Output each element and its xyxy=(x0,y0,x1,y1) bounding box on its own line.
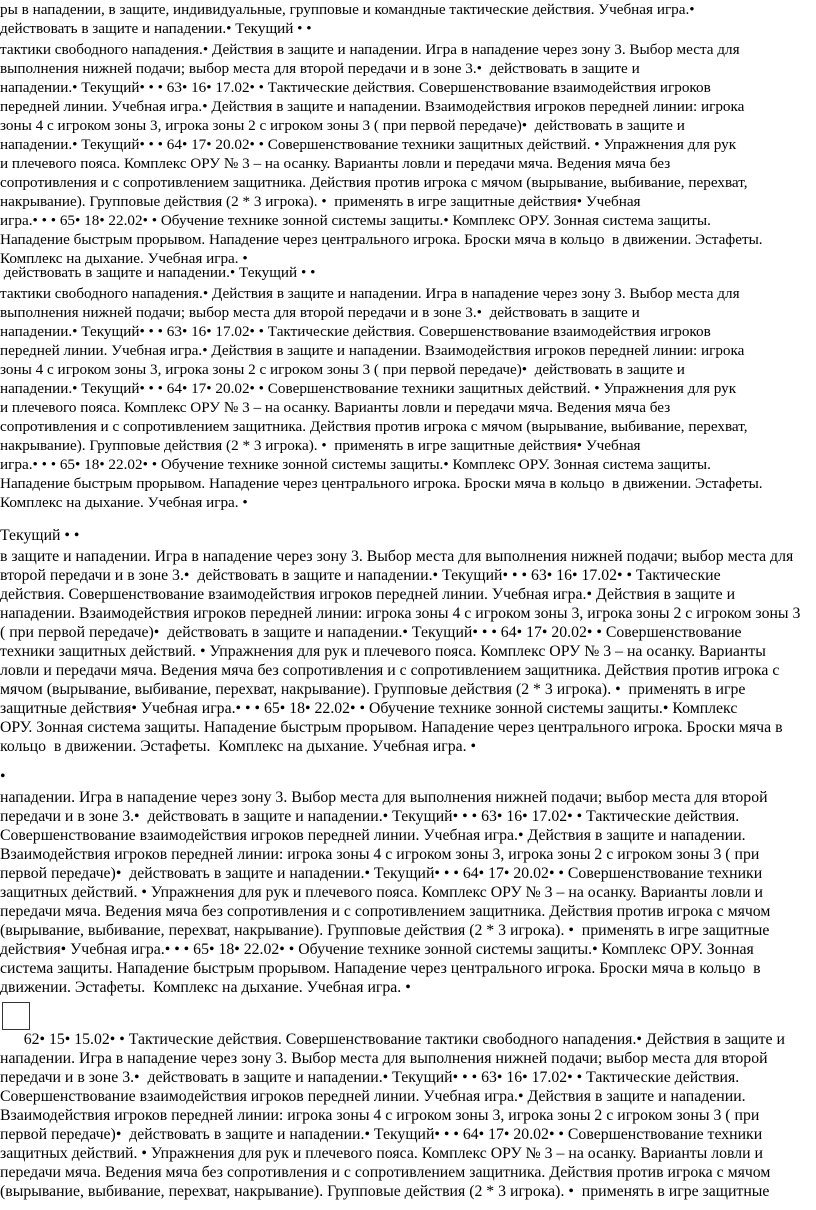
text-line: тактики свободного нападения.• Действия в защите и нападении. Игра в нападение через зону 3. Выбор места для xyxy=(0,285,740,302)
text-line: нападении. Взаимодействия игроков передней линии: игрока зоны 4 с игроком зоны 3, игрока зоны 2 с игроком зоны 3 xyxy=(0,605,801,622)
text-line: Нападение быстрым прорывом. Нападение через центрального игрока. Броски мяча в кольцо в движении. Эстафеты. xyxy=(0,231,763,248)
text-line: и плечевого пояса. Комплекс ОРУ № 3 – на осанку. Варианты ловли и передачи мяча. Ведения мяча без xyxy=(0,155,671,172)
text-line: накрывание). Групповые действия (2 * 3 игрока). • применять в игре защитные действия• Учебная xyxy=(0,437,641,454)
text-line: нападении.• Текущий• • • 63• 16• 17.02• • Тактические действия. Совершенствование взаимодействия игроков xyxy=(0,79,711,96)
text-line: нападении. Игра в нападение через зону 3. Выбор места для выполнения нижней подачи; выбор места для второй xyxy=(0,789,768,806)
text-line: передачи и в зоне 3.• действовать в защите и нападении.• Текущий• • • 63• 16• 17.02• • Тактические действия. xyxy=(0,808,740,825)
text-line: система защиты. Нападение быстрым прорывом. Нападение через центрального игрока. Броски мяча в кольцо в xyxy=(0,960,761,977)
text-line: • xyxy=(0,768,6,785)
text-line: первой передаче)• действовать в защите и нападении.• Текущий• • • 64• 17• 20.02• • Совершенствование техники xyxy=(0,1126,763,1143)
text-line: сопротивления и с сопротивлением защитника. Действия против игрока с мячом (вырывание, выбивание, перехват, xyxy=(0,418,748,435)
text-line: техники защитных действий. • Упражнения для рук и плечевого пояса. Комплекс ОРУ № 3 – на осанку. Варианты xyxy=(0,643,766,660)
text-line: в защите и нападении. Игра в нападение через зону 3. Выбор места для выполнения нижней подачи; выбор места для xyxy=(0,548,794,565)
text-line: действия• Учебная игра.• • • 65• 18• 22.02• • Обучение технике зонной системы защиты.• Комплекс ОРУ. Зонная xyxy=(0,941,754,958)
text-line: Совершенствование взаимодействия игроков передней линии. Учебная игра.• Действия в защите и нападении. xyxy=(0,827,746,844)
text-line: тактики свободного нападения.• Действия в защите и нападении. Игра в нападение через зону 3. Выбор места для xyxy=(0,41,740,58)
text-line: действовать в защите и нападении.• Текущий • • xyxy=(0,20,312,37)
text-line: накрывание). Групповые действия (2 * 3 игрока). • применять в игре защитные действия• Учебная xyxy=(0,193,641,210)
text-line: защитные действия• Учебная игра.• • • 65• 18• 22.02• • Обучение технике зонной системы защиты.• Комплекс xyxy=(0,700,738,717)
text-line: движении. Эстафеты. Комплекс на дыхание. Учебная игра. • xyxy=(0,979,411,996)
text-line: защитных действий. • Упражнения для рук и плечевого пояса. Комплекс ОРУ № 3 – на осанку. Варианты ловли и xyxy=(0,884,764,901)
text-line: второй передачи и в зоне 3.• действовать в защите и нападении.• Текущий• • • 63• 16• 17.02• • Тактические xyxy=(0,567,721,584)
text-line: зоны 4 с игроком зоны 3, игрока зоны 2 с игроком зоны 3 ( при первой передаче)• действовать в защите и xyxy=(0,117,685,134)
text-line: нападении.• Текущий• • • 64• 17• 20.02• • Совершенствование техники защитных действий. • Упражнения для рук xyxy=(0,136,737,153)
text-line: выполнения нижней подачи; выбор места для второй передачи и в зоне 3.• действовать в защите и xyxy=(0,60,640,77)
text-line: Комплекс на дыхание. Учебная игра. • xyxy=(0,250,248,267)
text-line: передачи и в зоне 3.• действовать в защите и нападении.• Текущий• • • 63• 16• 17.02• • Тактические действия. xyxy=(0,1069,740,1086)
text-line: игра.• • • 65• 18• 22.02• • Обучение технике зонной системы защиты.• Комплекс ОРУ. Зонная система защиты. xyxy=(0,456,711,473)
text-line: (вырывание, выбивание, перехват, накрывание). Групповые действия (2 * 3 игрока). • применять в игре защитные xyxy=(0,922,770,939)
text-line: передачи мяча. Ведения мяча без сопротивления и с сопротивлением защитника. Действия против игрока с мячом xyxy=(0,1164,771,1181)
text-line: 62• 15• 15.02• • Тактические действия. Совершенствование тактики свободного нападения.• Действия в защите и xyxy=(0,1031,785,1048)
text-line: ОРУ. Зонная система защиты. Нападение быстрым прорывом. Нападение через центрального игрока. Броски мяча в xyxy=(0,719,783,736)
text-line: передней линии. Учебная игра.• Действия в защите и нападении. Взаимодействия игроков передней линии: игрока xyxy=(0,98,745,115)
text-line: защитных действий. • Упражнения для рук и плечевого пояса. Комплекс ОРУ № 3 – на осанку. Варианты ловли и xyxy=(0,1145,764,1162)
text-line: Совершенствование взаимодействия игроков передней линии. Учебная игра.• Действия в защите и нападении. xyxy=(0,1088,746,1105)
text-line: выполнения нижней подачи; выбор места для второй передачи и в зоне 3.• действовать в защите и xyxy=(0,304,640,321)
text-line: Комплекс на дыхание. Учебная игра. • xyxy=(0,494,248,511)
text-line: сопротивления и с сопротивлением защитника. Действия против игрока с мячом (вырывание, выбивание, перехват, xyxy=(0,174,748,191)
text-line: нападении. Игра в нападение через зону 3. Выбор места для выполнения нижней подачи; выбор места для второй xyxy=(0,1050,768,1067)
text-line: действовать в защите и нападении.• Текущий • • xyxy=(0,264,316,281)
text-line: Текущий • • xyxy=(0,527,80,544)
text-line: Взаимодействия игроков передней линии: игрока зоны 4 с игроком зоны 3, игрока зоны 2 с игроком зоны 3 ( при xyxy=(0,846,760,863)
text-line: передачи мяча. Ведения мяча без сопротивления и с сопротивлением защитника. Действия против игрока с мячом xyxy=(0,903,771,920)
text-line: действия. Совершенствование взаимодействия игроков передней линии. Учебная игра.• Действия в защите и xyxy=(0,586,736,603)
text-line: ловли и передачи мяча. Ведения мяча без сопротивления и с сопротивлением защитника. Действия против игрока с xyxy=(0,662,780,679)
text-line: нападении.• Текущий• • • 63• 16• 17.02• • Тактические действия. Совершенствование взаимодействия игроков xyxy=(0,323,711,340)
text-line: игра.• • • 65• 18• 22.02• • Обучение технике зонной системы защиты.• Комплекс ОРУ. Зонная система защиты. xyxy=(0,212,711,229)
text-line: Нападение быстрым прорывом. Нападение через центрального игрока. Броски мяча в кольцо в движении. Эстафеты. xyxy=(0,475,763,492)
text-line: мячом (вырывание, выбивание, перехват, накрывание). Групповые действия (2 * 3 игрока). • применять в игре xyxy=(0,681,746,698)
text-line: первой передаче)• действовать в защите и нападении.• Текущий• • • 64• 17• 20.02• • Совершенствование техники xyxy=(0,865,763,882)
text-line: нападении.• Текущий• • • 64• 17• 20.02• • Совершенствование техники защитных действий. • Упражнения для рук xyxy=(0,380,737,397)
text-line: и плечевого пояса. Комплекс ОРУ № 3 – на осанку. Варианты ловли и передачи мяча. Ведения мяча без xyxy=(0,399,671,416)
text-line: кольцо в движении. Эстафеты. Комплекс на дыхание. Учебная игра. • xyxy=(0,738,477,755)
text-line: Взаимодействия игроков передней линии: игрока зоны 4 с игроком зоны 3, игрока зоны 2 с игроком зоны 3 ( при xyxy=(0,1107,760,1124)
text-line: передней линии. Учебная игра.• Действия в защите и нападении. Взаимодействия игроков передней линии: игрока xyxy=(0,342,745,359)
text-line: ры в нападении, в защите, индивидуальные, групповые и командные тактические действия. Учебная игра.• xyxy=(0,1,695,18)
text-line: ( при первой передаче)• действовать в защите и нападении.• Текущий• • • 64• 17• 20.02• • Совершенствование xyxy=(0,624,742,641)
text-line: зоны 4 с игроком зоны 3, игрока зоны 2 с игроком зоны 3 ( при первой передаче)• действовать в защите и xyxy=(0,361,685,378)
empty-frame xyxy=(2,1002,30,1030)
text-line: (вырывание, выбивание, перехват, накрывание). Групповые действия (2 * 3 игрока). • применять в игре защитные xyxy=(0,1183,770,1200)
